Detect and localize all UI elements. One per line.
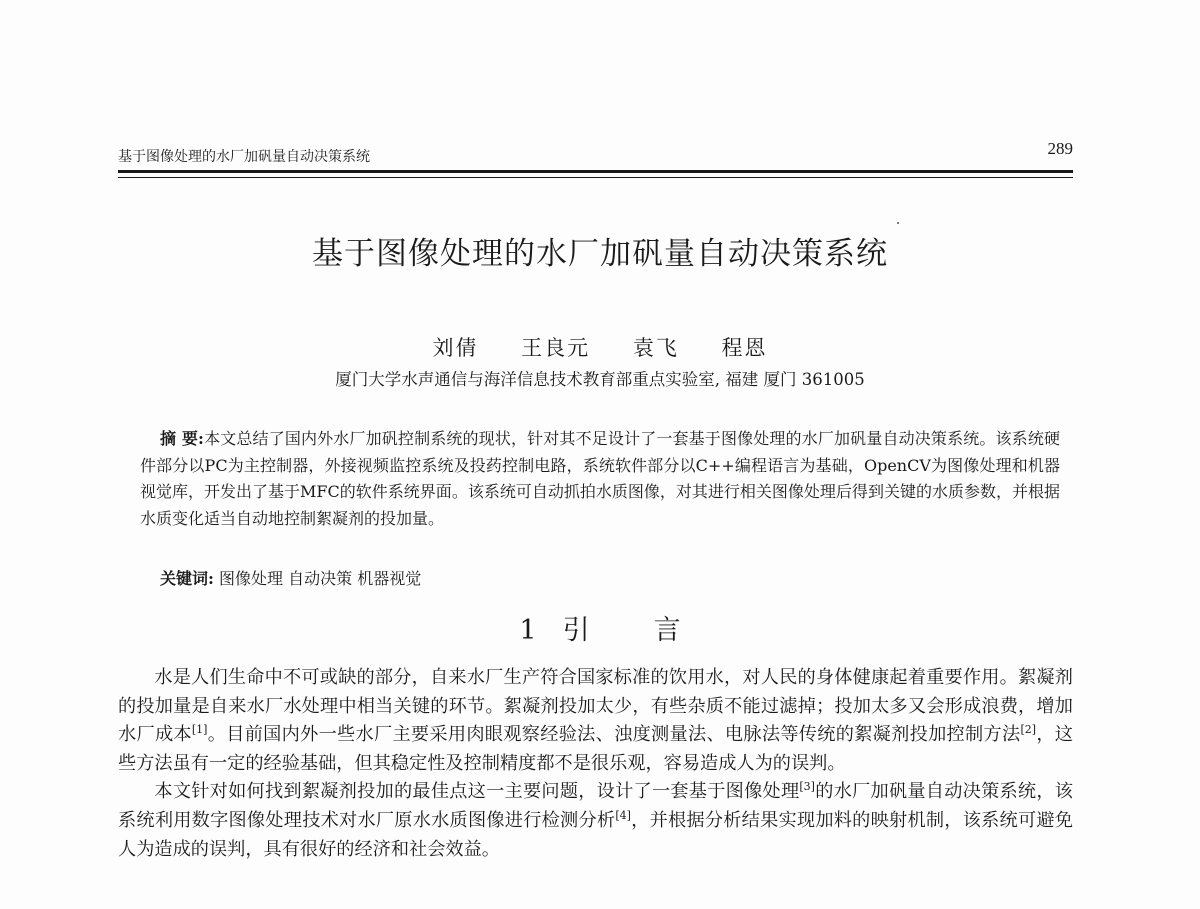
- section-number: 1: [519, 615, 537, 646]
- keywords: [160, 566, 1060, 592]
- author-name: 刘倩: [432, 336, 479, 360]
- affiliation: 厦门大学水声通信与海洋信息技术教育部重点实验室, 福建 厦门 361005: [335, 370, 865, 389]
- body-paragraph-1: [118, 664, 1073, 778]
- p2-sentence-1: 本文针对如何找到絮凝剂投加的最佳点这一主要问题，设计了一套基于图像处理: [154, 781, 800, 803]
- p1-sentence-2: 。目前国内外一些水厂主要采用肉眼观察经验法、浊度测量法、电脉法等传统的絮凝剂投加控制方法: [207, 724, 1021, 746]
- section-title-part2: 言: [653, 615, 681, 646]
- header-rule-thick: [118, 170, 1073, 173]
- section-title-part1: 引: [562, 615, 590, 646]
- author-name: 程恩: [721, 336, 768, 360]
- citation-2: [2]: [1020, 723, 1037, 737]
- p1-sentence-3: ，这些方法虽有一定的经验基础，但其稳定性及控制精度都不是很乐观，容易造成人为的误判。: [118, 724, 1073, 774]
- scan-speck: [897, 222, 899, 224]
- author-list: [0, 333, 1200, 363]
- paper-title: 基于图像处理的水厂加矾量自动决策系统: [312, 236, 888, 272]
- citation-1: [1]: [191, 723, 208, 737]
- citation-4: [4]: [615, 808, 631, 822]
- body-text: [118, 664, 1073, 864]
- author-name: 王良元: [521, 336, 591, 360]
- abstract-text: 本文总结了国内外水厂加矾控制系统的现状，针对其不足设计了一套基于图像处理的水厂加矾量自动决策系统。该系统硬件部分以PC为主控制器，外接视频监控系统及投药控制电路，系统软件部分以C++编程语言为基础，OpenCV为图像处理和机器视觉库，开发出了基于MFC的软件系统界面。该系统可自动抓拍水质图像，对其进行相关图像处理后得到关键的水质参数，并根据水质变化适当自动地控制絮凝剂的投加量。: [140, 429, 1060, 528]
- abstract-label: 摘 要:: [160, 429, 204, 448]
- keywords-label: 关键词:: [160, 569, 214, 588]
- p2-sentence-2: 的水厂加矾量自动决策系统，该系统利用数字图像处理技术对水厂原水水质图像进行检测分析: [118, 781, 1073, 831]
- body-paragraph-2: [118, 778, 1073, 864]
- page-number: 289: [1047, 139, 1073, 158]
- section-heading: [0, 612, 1200, 650]
- author-name: 袁飞: [632, 336, 679, 360]
- p2-sentence-3: ，并根据分析结果实现加料的映射机制，该系统可避免人为造成的误判，具有很好的经济和社会效益。: [118, 809, 1073, 860]
- abstract: [140, 426, 1060, 532]
- running-head-title: 基于图像处理的水厂加矾量自动决策系统: [118, 149, 370, 165]
- running-head: [118, 139, 1073, 167]
- header-rule-thin: [118, 177, 1073, 178]
- keywords-items: 图像处理 自动决策 机器视觉: [219, 569, 422, 588]
- citation-3: [3]: [799, 780, 815, 794]
- p1-sentence-1: 水是人们生命中不可或缺的部分，自来水厂生产符合国家标准的饮用水，对人民的身体健康起着重要作用。絮凝剂的投加量是自来水厂水处理中相当关键的环节。絮凝剂投加太少，有些杂质不能过滤掉；投加太多又会形成浪费，增加水厂成本: [118, 667, 1073, 746]
